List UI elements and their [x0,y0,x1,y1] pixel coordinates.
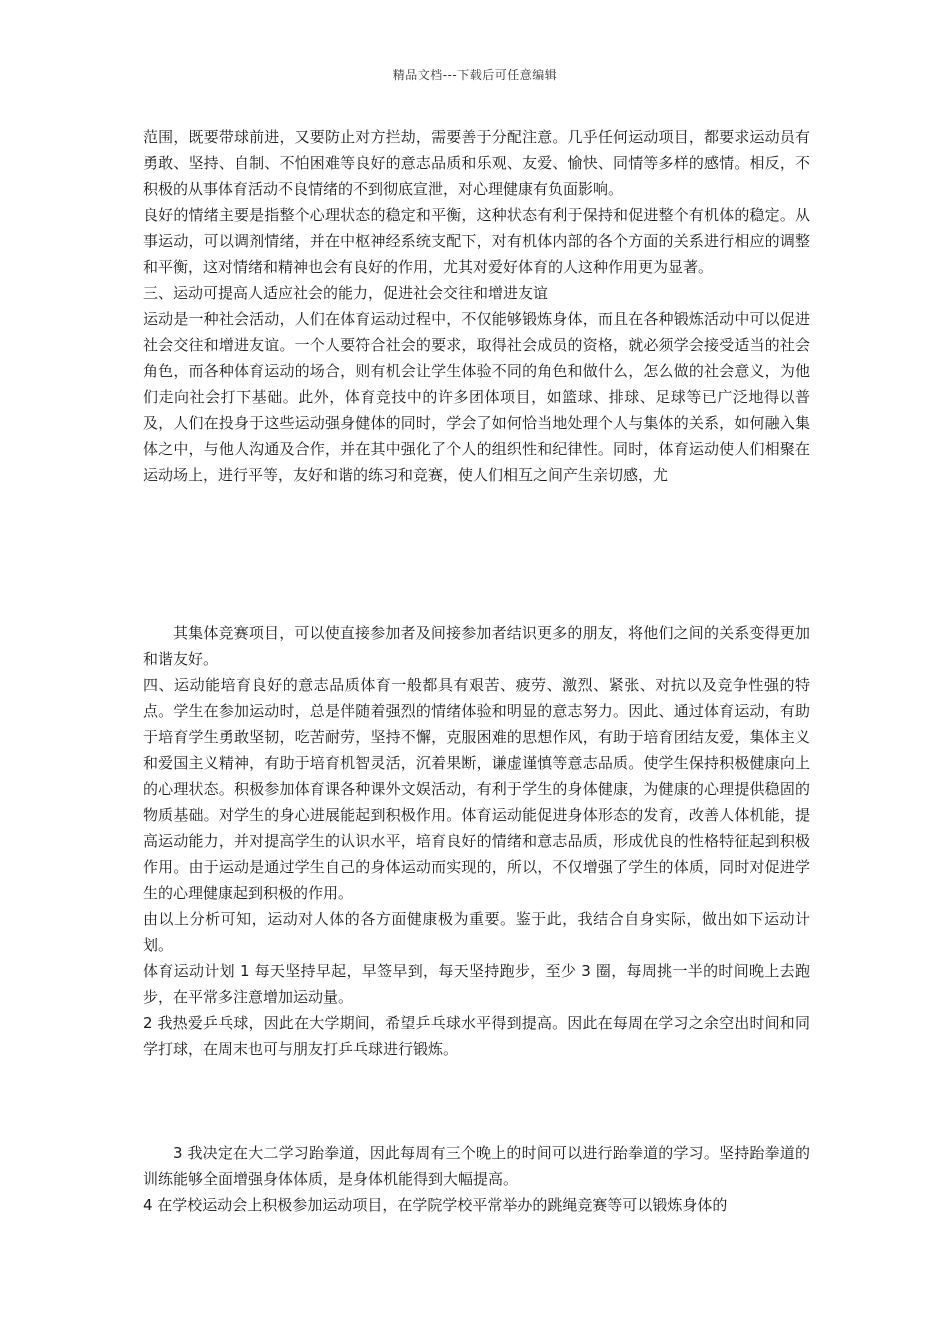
section-heading: 三、运动可提高人适应社会的能力，促进社会交往和增进友谊 [143,284,549,302]
paragraph: 其集体竞赛项目，可以使直接参加者及间接参加者结识更多的朋友，将他们之间的关系变得更加和谐友好。 [143,624,810,668]
page-header: 精品文档---下载后可任意编辑 [392,68,558,82]
plan-item: 2 我热爱乒乓球，因此在大学期间，希望乒乓球水平得到提高。因此在每周在学习之余空出时间和同学打球，在周末也可与朋友打乒乓球进行锻炼。 [143,1014,810,1058]
paragraph: 良好的情绪主要是指整个心理状态的稳定和平衡，这种状态有利于保持和促进整个有机体的稳定。从事运动，可以调剂情绪，并在中枢神经系统支配下，对有机体内部的各个方面的关系进行相应的调整和平衡，这对情绪和精神也会有良好的作用，尤其对爱好体育的人这种作用更为显著。 [143,206,810,276]
paragraph: 由以上分析可知，运动对人体的各方面健康极为重要。鉴于此，我结合自身实际，做出如下运动计划。 [143,910,810,954]
text-block-3 [143,1140,810,1218]
text-block-2 [143,620,810,1062]
plan-item: 体育运动计划 1 每天坚持早起，早签早到，每天坚持跑步，至少 3 圈，每周挑一半的时间晚上去跑步，在平常多注意增加运动量。 [143,962,810,1006]
paragraph: 运动是一种社会活动，人们在体育运动过程中，不仅能够锻炼身体，而且在各种锻炼活动中可以促进社会交往和增进友谊。一个人要符合社会的要求，取得社会成员的资格，就必须学会接受适当的社会角色，而各种体育运动的场合，则有机会让学生体验不同的角色和做什么，怎么做的社会意义，为他们走向社会打下基础。此外，体育竞技中的许多团体项目，如篮球、排球、足球等已广泛地得以普及，人们在投身于这些运动强身健体的同时，学会了如何恰当地处理个人与集体的关系，如何融入集体之中，与他人沟通及合作，并在其中强化了个人的组织性和纪律性。同时，体育运动使人们相聚在运动场上，进行平等，友好和谐的练习和竞赛，使人们相互之间产生亲切感，尤 [143,310,810,484]
plan-item: 4 在学校运动会上积极参加运动项目，在学院学校平常举办的跳绳竞赛等可以锻炼身体的 [143,1196,728,1214]
section-heading-paragraph: 四、运动能培育良好的意志品质体育一般都具有艰苦、疲劳、激烈、紧张、对抗以及竞争性强的特点。学生在参加运动时，总是伴随着强烈的情绪体验和明显的意志努力。因此、通过体育运动，有助于培育学生勇敢坚韧，吃苦耐劳，坚持不懈，克服困难的思想作风，有助于培育团结友爱，集体主义和爱国主义精神，有助于培育机智灵活，沉着果断，谦虚谨慎等意志品质。使学生保持积极健康向上的心理状态。积极参加体育课各种课外文娱活动，有利于学生的身体健康，为健康的心理提供稳固的物质基础。对学生的身心进展能起到积极作用。体育运动能促进身体形态的发育，改善人体机能，提高运动能力，并对提高学生的认识水平，培育良好的情绪和意志品质，形成优良的性格特征起到积极作用。由于运动是通过学生自己的身体运动而实现的，所以，不仅增强了学生的体质，同时对促进学生的心理健康起到积极的作用。 [143,676,810,902]
text-block-1 [143,124,810,488]
plan-item: 3 我决定在大二学习跆拳道，因此每周有三个晚上的时间可以进行跆拳道的学习。坚持跆拳道的训练能够全面增强身体体质，是身体机能得到大幅提高。 [143,1144,810,1188]
paragraph: 范围，既要带球前进，又要防止对方拦劫，需要善于分配注意。几乎任何运动项目，都要求运动员有勇敢、坚持、自制、不怕困难等良好的意志品质和乐观、友爱、愉快、同情等多样的感情。相反，不积极的从事体育活动不良情绪的不到彻底宣泄，对心理健康有负面影响。 [143,128,810,198]
